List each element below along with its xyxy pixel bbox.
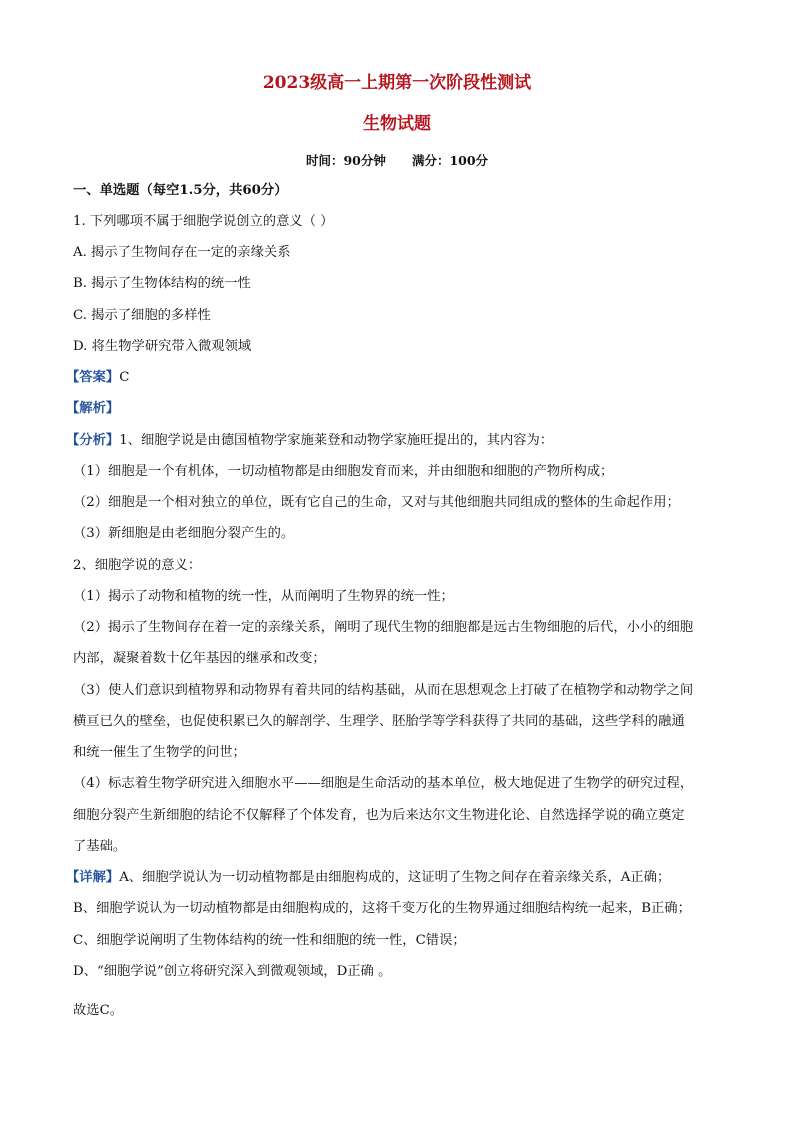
detail-label: 【详解】 (66, 870, 120, 885)
detail-line-1: B、细胞学说认为一切动植物都是由细胞构成的，这将千变万化的生物界通过细胞结构统一起来，B正确； (73, 901, 691, 916)
fenxi-line-8: （3）使人们意识到植物界和动物界有着共同的结构基础，从而在思想观念上打破了在植物学和动物学之间 (73, 683, 694, 698)
detail-line-2: C、细胞学说阐明了生物体结构的统一性和细胞的统一性，C错误； (73, 933, 466, 948)
fenxi-line-3: （3）新细胞是由老细胞分裂产生的。 (73, 526, 295, 541)
fenxi-text-0: 1、细胞学说是由德国植物学家施莱登和动物学家施旺提出的，其内容为： (119, 433, 554, 448)
section-heading: 一、单选题（每空1.5分，共60分） (73, 183, 288, 198)
fenxi-line-11: （4）标志着生物学研究进入细胞水平——细胞是生命活动的基本单位，极大地促进了生物学的研究过程， (73, 776, 694, 791)
answer-line (66, 369, 716, 387)
detail-text-0: A、细胞学说认为一切动植物都是由细胞构成的，这证明了生物之间存在着亲缘关系，A正确； (119, 870, 671, 885)
fenxi-line-4: 2、细胞学说的意义： (73, 558, 202, 573)
fenxi-line-5: （1）揭示了动物和植物的统一性，从而阐明了生物界的统一性； (73, 589, 454, 604)
detail-line-4: 故选C。 (73, 1003, 124, 1018)
answer-label: 【答案】 (66, 370, 120, 385)
exam-title: 2023级高一上期第一次阶段性测试 (262, 73, 532, 93)
fenxi-line-10: 和统一催生了生物学的问世； (73, 745, 246, 760)
option-b: B. 揭示了生物体结构的统一性 (73, 276, 251, 291)
option-c: C. 揭示了细胞的多样性 (73, 308, 211, 323)
fenxi-line-9: 横亘已久的壁垒，也促使积累已久的解剖学、生理学、胚胎学等学科获得了共同的基础，这些学科的融通 (73, 714, 685, 729)
fenxi-line-13: 了基础。 (73, 839, 127, 854)
option-d: D. 将生物学研究带入微观领域 (73, 339, 252, 354)
fenxi-line-7: 内部，凝聚着数十亿年基因的继承和改变； (73, 651, 326, 666)
fenxi-label: 【分析】 (66, 433, 120, 448)
answer-value: C (119, 370, 130, 385)
option-a: A. 揭示了生物间存在一定的亲缘关系 (73, 245, 291, 260)
exam-meta (0, 152, 794, 170)
full-score: 满分：100分 (411, 153, 489, 168)
subject-title: 生物试题 (363, 114, 431, 134)
fenxi-line-1: （1）细胞是一个有机体，一切动植物都是由细胞发育而来，并由细胞和细胞的产物所构成； (73, 464, 614, 479)
detail-line-3: D、“细胞学说”创立将研究深入到微观领域，D正确 。 (73, 964, 392, 979)
detail-line-0 (66, 869, 716, 887)
fenxi-line-0 (66, 432, 716, 450)
fenxi-line-12: 细胞分裂产生新细胞的结论不仅解释了个体发育，也为后来达尔文生物进化论、自然选择学说的确立奠定 (73, 808, 685, 823)
analysis-label: 【解析】 (66, 401, 120, 416)
fenxi-line-6: （2）揭示了生物间存在着一定的亲缘关系，阐明了现代生物的细胞都是远古生物细胞的后代，小小的细胞 (73, 620, 694, 635)
fenxi-line-2: （2）细胞是一个相对独立的单位，既有它自己的生命，又对与其他细胞共同组成的整体的生命起作用； (73, 495, 680, 510)
time-limit: 时间：90分钟 (305, 153, 386, 168)
question-stem: 1. 下列哪项不属于细胞学说创立的意义（ ） (73, 214, 334, 229)
analysis-line (66, 400, 716, 418)
